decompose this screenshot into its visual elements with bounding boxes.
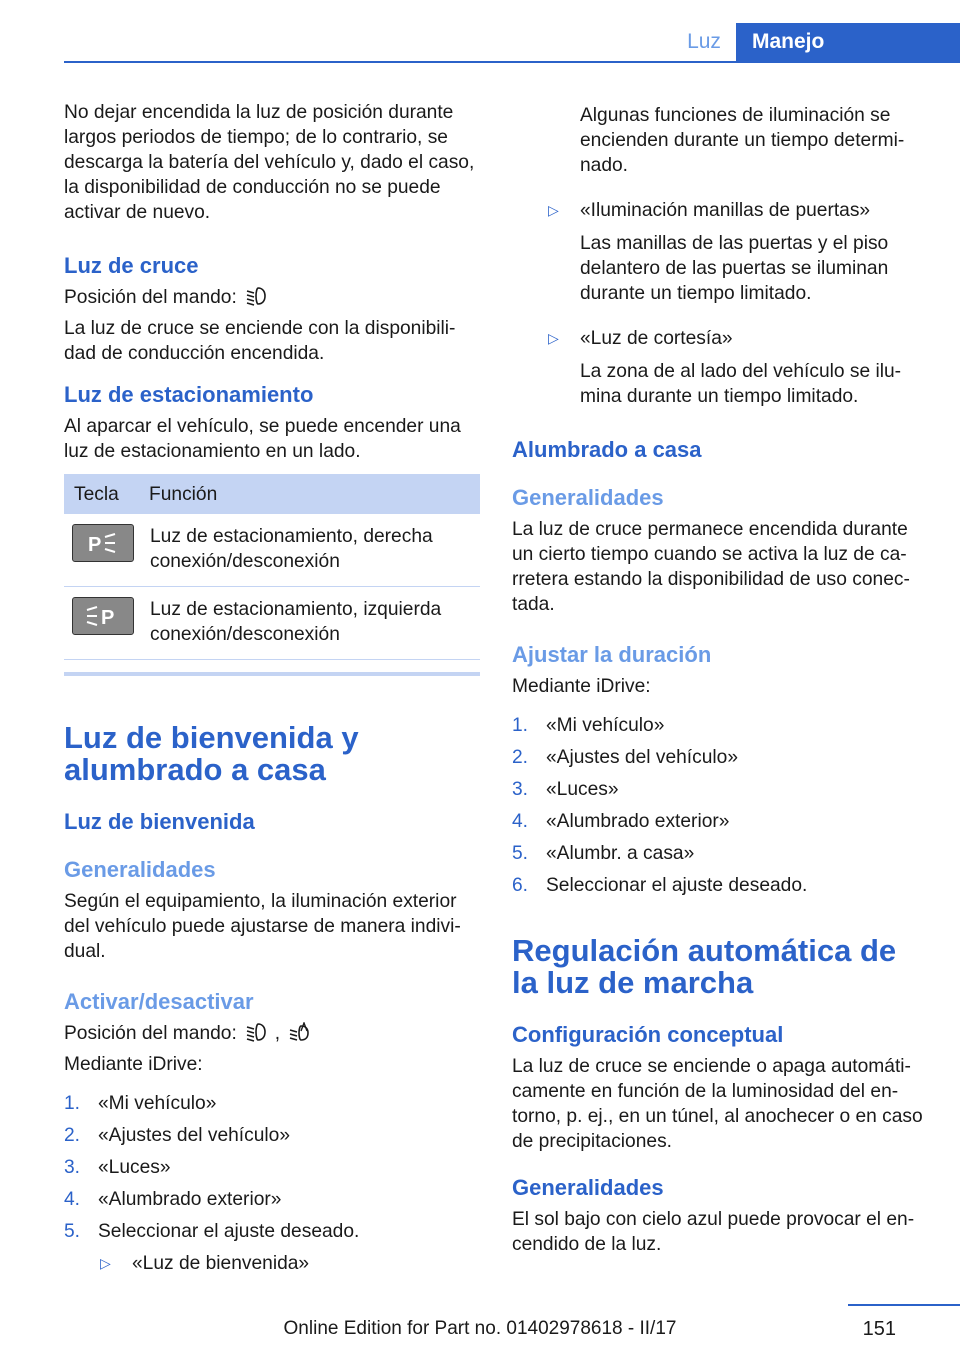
estac-text: Al aparcar el vehículo, se puede encender una luz de estacionamiento en un lado. (64, 416, 461, 462)
intro-paragraph: No dejar encendida la luz de posición durante largos periodos de tiempo; de lo contrario, se descarga la batería del vehículo y, dado el caso, la disponibilidad de conducción no se puede activar de nuevo. (64, 102, 475, 223)
heading-luz-cruce: Luz de cruce (64, 253, 199, 278)
table-row (64, 587, 480, 660)
cruce-position-line (64, 285, 482, 310)
heading-generalidades: Generalidades (64, 857, 216, 882)
heading-generalidades: Generalidades (512, 485, 664, 510)
list-item: 5. «Alumbr. a casa» (512, 843, 695, 864)
list-item: 2. «Ajustes del vehículo» (512, 747, 738, 768)
heading-luz-bienvenida: Luz de bienvenida (64, 809, 255, 834)
heading-alumbrado: Alumbrado a casa (512, 437, 702, 462)
heading-ajustar: Ajustar la duración (512, 642, 712, 667)
parking-light-left-key-icon (72, 597, 134, 635)
right-column (512, 103, 930, 1257)
auto-headlight-icon (288, 1022, 310, 1042)
bullet-manillas-text: Las manillas de las puertas y el piso delantero de las puertas se iluminan durante un tiempo limitado. (580, 233, 889, 304)
bullet-cortesia: ▷ «Luz de cortesía» (548, 328, 733, 349)
list-item: 5. Seleccionar el ajuste deseado. (64, 1221, 360, 1242)
continuation-text: Algunas funciones de iluminación se encienden durante un tiempo determi- nado. (580, 105, 905, 176)
cruce-position-label: Posición del mando: (64, 287, 237, 308)
list-item: 2. «Ajustes del vehículo» (64, 1125, 290, 1146)
page-number: 151 (862, 1318, 896, 1340)
list-item: 6. Seleccionar el ajuste deseado. (512, 875, 808, 896)
triangle-bullet-icon: ▷ (548, 202, 559, 218)
low-beam-icon (245, 286, 267, 306)
table-cell-function: Luz de estacionamiento, izquierda conexión/desconexión (149, 587, 480, 660)
table-header-funcion: Función (149, 474, 480, 514)
configuracion-text: La luz de cruce se enciende o apaga automáti- camente en función de la luminosidad del en- torno, p. ej., en un túnel, al anochecer o en caso de precipitaciones. (512, 1056, 923, 1152)
list-item: 3. «Luces» (512, 779, 619, 800)
section-tab[interactable]: Luz (687, 30, 721, 53)
svg-text:P: P (101, 607, 115, 628)
low-beam-icon (245, 1022, 267, 1042)
heading-regulacion: Regulación automática de la luz de marcha (512, 933, 897, 1000)
activar-position-label: Posición del mando: (64, 1023, 237, 1044)
heading-configuracion: Configuración conceptual (512, 1022, 784, 1047)
footer-edition: Online Edition for Part no. 01402978618 - II/17 (283, 1318, 677, 1339)
left-column (64, 100, 482, 1276)
alumbrado-text: La luz de cruce permanece encendida durante un cierto tiempo cuando se activa la luz de ca- rretera estando la disponibilidad de uso conec- tada. (512, 519, 910, 615)
heading-bienvenida-main: Luz de bienvenida y alumbrado a casa (64, 720, 359, 787)
list-item: 4. «Alumbrado exterior» (512, 811, 730, 832)
comma-separator: , (274, 1023, 281, 1044)
list-item: 1. «Mi vehículo» (64, 1093, 217, 1114)
chapter-tab[interactable]: Manejo (736, 23, 960, 61)
svg-text:P: P (88, 534, 102, 555)
idrive-label: Mediante iDrive: (512, 676, 651, 697)
sub-bullet: ▷ «Luz de bienvenida» (100, 1253, 310, 1274)
steps-list (512, 713, 930, 905)
header-rule (64, 61, 960, 63)
idrive-label: Mediante iDrive: (64, 1054, 203, 1075)
cruce-text: La luz de cruce se enciende con la disponibili- dad de conducción encendida. (64, 318, 456, 364)
list-item: 3. «Luces» (64, 1157, 171, 1178)
heading-generalidades-2: Generalidades (512, 1175, 664, 1200)
table-header-tecla: Tecla (64, 474, 149, 514)
bullet-cortesia-text: La zona de al lado del vehículo se ilu- mina durante un tiempo limitado. (580, 361, 902, 407)
parking-light-right-key-icon (72, 524, 134, 562)
generalidades-2-text: El sol bajo con cielo azul puede provocar el en- cendido de la luz. (512, 1209, 915, 1255)
heading-activar: Activar/desactivar (64, 989, 254, 1014)
list-item: 1. «Mi vehículo» (512, 715, 665, 736)
generalidades-text: Según el equipamiento, la iluminación exterior del vehículo puede ajustarse de manera indivi- dual. (64, 891, 461, 962)
steps-list (64, 1091, 482, 1251)
table-end-rule (64, 672, 480, 676)
triangle-bullet-icon: ▷ (548, 330, 559, 346)
bullet-manillas: ▷ «Iluminación manillas de puertas» (548, 200, 871, 221)
activar-position-line (64, 1021, 482, 1046)
parking-light-table (64, 474, 480, 660)
heading-luz-estacionamiento: Luz de estacionamiento (64, 382, 314, 407)
table-cell-function: Luz de estacionamiento, derecha conexión/desconexión (149, 514, 480, 587)
page-number-rule (848, 1304, 960, 1306)
list-item: 4. «Alumbrado exterior» (64, 1189, 282, 1210)
triangle-bullet-icon: ▷ (100, 1255, 111, 1271)
table-row (64, 514, 480, 587)
